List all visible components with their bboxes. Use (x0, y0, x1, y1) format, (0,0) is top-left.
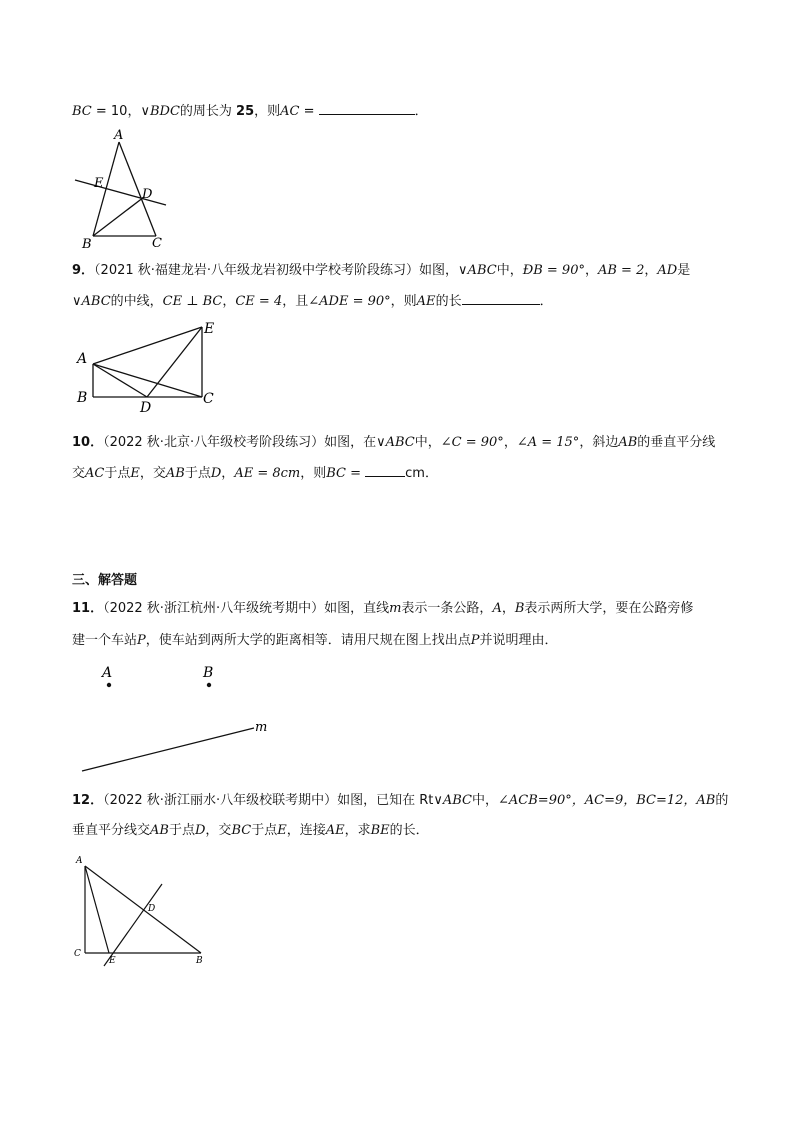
q9-text: 是 (677, 263, 691, 278)
q10-ab: AB (618, 435, 638, 450)
q10-angle-a: ∠A = 15° (516, 435, 580, 450)
q9-perp: CE ⊥ BC (162, 294, 223, 309)
q10-angle-c: ∠C = 90° (440, 435, 504, 450)
q9-triangle: ∨ABC (72, 294, 111, 309)
q10-ae: AE = 8cm (234, 466, 301, 481)
q8-25: 25 (236, 104, 255, 119)
q12-d: D (194, 823, 206, 838)
q10-number: 10． (72, 435, 104, 450)
section-heading: 三、解答题 (72, 573, 138, 588)
q10-text: 交 (72, 466, 86, 481)
q11-text: ，使车站到两所大学的距离相等．请用尺规在图上找出点 (145, 633, 471, 648)
q12-number: 12． (72, 793, 104, 808)
q12-line1 (72, 792, 728, 810)
q9-label-a: A (77, 351, 88, 367)
q8-ac: AC (280, 104, 300, 119)
q11-line1 (72, 600, 693, 618)
q12-be: BE (370, 823, 390, 838)
q8-label-a: A (114, 128, 124, 143)
q9-line2 (72, 292, 553, 311)
q11-a: A (492, 601, 502, 616)
q12-bc: BC (231, 823, 252, 838)
q10-unit: cm． (405, 466, 438, 481)
q10-text: ， (503, 435, 517, 450)
q10-text: ， (221, 466, 235, 481)
q10-ab: AB (165, 466, 185, 481)
q8-bc: BC (72, 104, 92, 119)
q11-text: 如图，直线 (324, 601, 390, 616)
q8-triangle: ∨BDC (140, 104, 180, 119)
q10-text: ，交 (139, 466, 166, 481)
q10-answer-blank (365, 464, 405, 477)
q9-text: ，则 (390, 294, 417, 309)
q11-number: 11． (72, 601, 104, 616)
q8-bc-val: = 10， (91, 104, 141, 119)
q10-text: 于点 (104, 466, 131, 481)
q12-label-b: B (196, 956, 203, 966)
q12-triangle: ∨ABC (433, 793, 472, 808)
q11-label-b: B (203, 665, 214, 681)
q9-ae: AE (416, 294, 436, 309)
q9-number: 9． (72, 263, 95, 278)
q12-text: 于点 (168, 823, 195, 838)
q9-text: ， (222, 294, 236, 309)
q12-ae: AE (325, 823, 345, 838)
q11-label-a: A (102, 665, 113, 681)
q11-text: 建一个车站 (72, 633, 138, 648)
q11-m: m (389, 601, 402, 616)
q12-text: 如图，已知在 Rt (337, 793, 434, 808)
q10-bc: BC = (326, 466, 366, 481)
q10-e: E (130, 466, 140, 481)
q9-text: ， (584, 263, 598, 278)
q10-line1 (72, 434, 715, 452)
q9-text: ，且 (282, 294, 309, 309)
q9-figure (72, 318, 232, 414)
q8-label-b: B (82, 237, 92, 252)
point-a (107, 683, 111, 687)
q11-figure (70, 660, 280, 778)
road-line-m (82, 728, 254, 771)
q10-triangle: ∨ABC (376, 435, 415, 450)
q9-line1 (72, 262, 690, 280)
q12-ab: AB (150, 823, 169, 838)
q10-text: ，则 (300, 466, 327, 481)
q12-bc: BC=12， (636, 793, 697, 808)
q9-text: 的中线， (110, 294, 163, 309)
q12-label-c: C (74, 949, 81, 959)
q12-source: （2022 秋·浙江丽水·八年级校联考期中） (103, 793, 338, 808)
q9-text: ， (644, 263, 658, 278)
q10-text: ，斜边 (579, 435, 619, 450)
q8-answer-blank (319, 102, 415, 115)
q12-text: 中， (472, 793, 499, 808)
q8-figure (70, 125, 180, 255)
q9-label-c: C (203, 391, 214, 407)
q8-label-c: C (152, 236, 162, 251)
q12-ac: AC=9， (584, 793, 637, 808)
q10-source: （2022 秋·北京·八年级校考阶段练习） (103, 435, 325, 450)
q11-p: P (137, 633, 146, 648)
q9-ce: CE = 4 (235, 294, 283, 309)
q10-line2 (72, 464, 438, 483)
q11-text: ， (501, 601, 515, 616)
q8-label-e: E (94, 176, 104, 191)
q9-text: 中， (496, 263, 523, 278)
q11-text: 并说明理由． (479, 633, 558, 648)
q9-label-b: B (77, 390, 88, 406)
q9-source: （2021 秋·福建龙岩·八年级龙岩初级中学校考阶段练习） (94, 263, 420, 278)
q12-figure (70, 852, 210, 970)
q11-p: P (470, 633, 480, 648)
q9-angle-b: ÐB = 90° (522, 263, 585, 278)
q12-text: ，交 (205, 823, 232, 838)
q10-text: 中， (414, 435, 441, 450)
q11-text: 表示一条公路， (401, 601, 493, 616)
q11-source: （2022 秋·浙江杭州·八年级统考期中） (103, 601, 325, 616)
point-b (207, 683, 211, 687)
q11-b: B (514, 601, 525, 616)
q8-line1 (72, 102, 428, 121)
q12-text: 于点 (251, 823, 278, 838)
q9-text: 如图， (419, 263, 459, 278)
q8-then: ，则 (254, 104, 281, 119)
q12-label-a: A (76, 856, 83, 866)
q10-ac: AC (85, 466, 105, 481)
q12-text: ，求 (344, 823, 371, 838)
q10-text: 的垂直平分线 (637, 435, 716, 450)
q12-ab: AB (696, 793, 716, 808)
q9-label-e: E (204, 321, 215, 337)
q8-label-d: D (142, 187, 153, 202)
q10-text: 如图，在 (324, 435, 377, 450)
q9-answer-blank (462, 292, 540, 305)
q12-e: E (277, 823, 287, 838)
q9-angle-ade: ∠ADE = 90° (308, 294, 391, 309)
q8-end: ． (414, 104, 428, 119)
q12-angle: ∠ACB=90°， (498, 793, 585, 808)
q10-d: D (210, 466, 222, 481)
q12-label-e: E (109, 956, 116, 966)
q9-label-d: D (140, 400, 152, 414)
q9-ab: AB = 2 (597, 263, 645, 278)
q9-triangle: ∨ABC (458, 263, 497, 278)
q12-text: 的长． (389, 823, 429, 838)
q12-text: ，连接 (286, 823, 326, 838)
q8-perimeter: 的周长为 (179, 104, 237, 119)
q9-end: ． (539, 294, 553, 309)
q12-text: 的 (715, 793, 729, 808)
q9-text: 的长 (435, 294, 462, 309)
q11-text: 表示两所大学，要在公路旁修 (524, 601, 694, 616)
q12-label-d: D (148, 904, 156, 914)
q11-label-m: m (255, 720, 268, 735)
q11-line2 (72, 632, 558, 650)
q12-text: 垂直平分线交 (72, 823, 151, 838)
q8-eq: = (299, 104, 319, 119)
q12-line2 (72, 822, 429, 840)
q9-ad: AD (657, 263, 678, 278)
q10-text: 于点 (184, 466, 211, 481)
